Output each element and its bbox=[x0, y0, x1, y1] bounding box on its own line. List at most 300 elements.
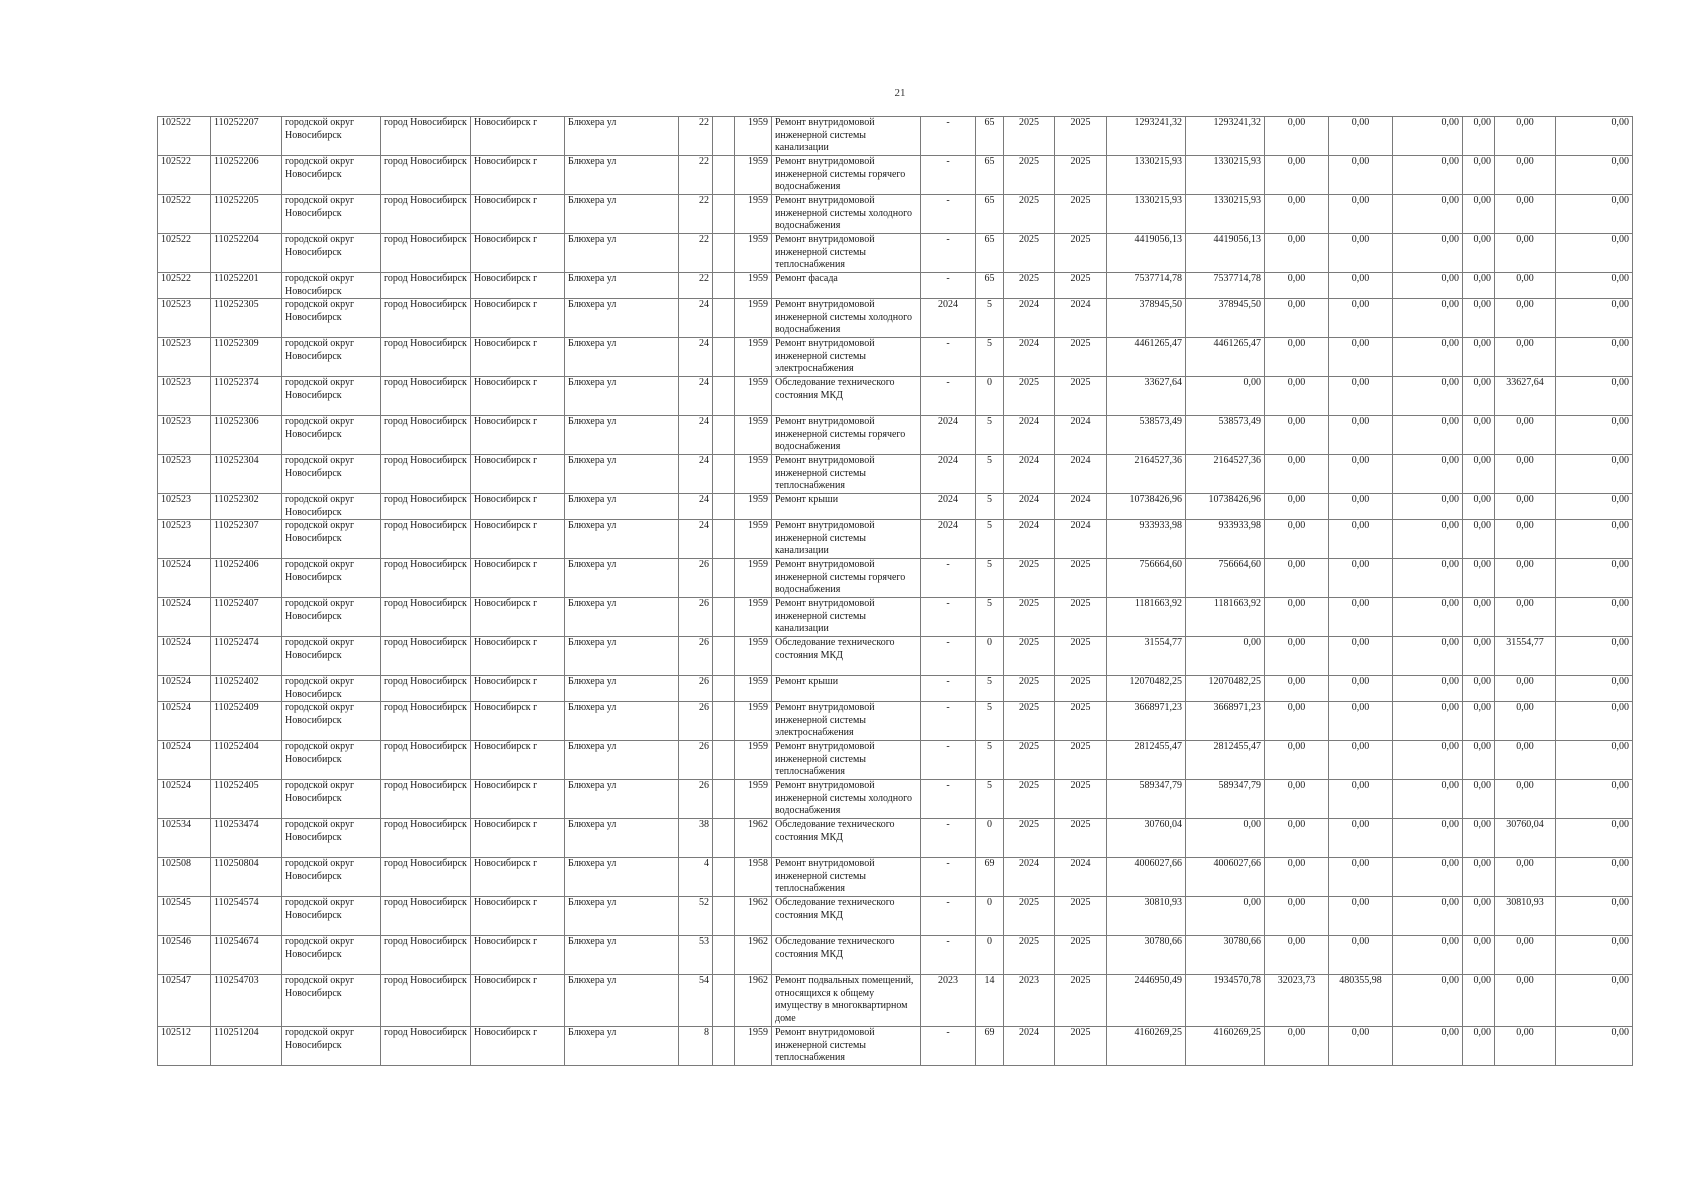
city-cell: Новосибирск г bbox=[471, 702, 565, 741]
settlement-cell: город Новосибирск bbox=[381, 741, 471, 780]
house-number-cell: 24 bbox=[679, 520, 713, 559]
settlement-cell: город Новосибирск bbox=[381, 559, 471, 598]
source-6-cell: 0,00 bbox=[1495, 858, 1556, 897]
building-cell bbox=[713, 273, 735, 299]
source-5-cell: 0,00 bbox=[1463, 702, 1495, 741]
start-year-cell: 2024 bbox=[1004, 338, 1055, 377]
street-cell: Блюхера ул bbox=[565, 234, 679, 273]
source-1-cell: 378945,50 bbox=[1186, 299, 1265, 338]
total-cost-cell: 4461265,47 bbox=[1107, 338, 1186, 377]
source-1-cell: 0,00 bbox=[1186, 377, 1265, 416]
wear-cell: 0 bbox=[976, 897, 1004, 936]
source-3-cell: 0,00 bbox=[1329, 338, 1393, 377]
house-id-cell: 102512 bbox=[158, 1027, 211, 1066]
house-id-cell: 102522 bbox=[158, 117, 211, 156]
source-1-cell: 7537714,78 bbox=[1186, 273, 1265, 299]
source-6-cell: 33627,64 bbox=[1495, 377, 1556, 416]
start-year-cell: 2025 bbox=[1004, 702, 1055, 741]
table-row bbox=[158, 416, 1633, 455]
built-year-cell: 1959 bbox=[735, 741, 772, 780]
source-3-cell: 0,00 bbox=[1329, 455, 1393, 494]
end-year-cell: 2025 bbox=[1055, 637, 1107, 676]
settlement-cell: город Новосибирск bbox=[381, 858, 471, 897]
city-cell: Новосибирск г bbox=[471, 936, 565, 975]
city-cell: Новосибирск г bbox=[471, 598, 565, 637]
district-cell: городской округ Новосибирск bbox=[282, 676, 381, 702]
table-row bbox=[158, 299, 1633, 338]
start-year-cell: 2025 bbox=[1004, 897, 1055, 936]
total-cost-cell: 1181663,92 bbox=[1107, 598, 1186, 637]
wear-cell: 65 bbox=[976, 117, 1004, 156]
source-2-cell: 0,00 bbox=[1265, 455, 1329, 494]
built-year-cell: 1959 bbox=[735, 494, 772, 520]
plan-year-cell: - bbox=[921, 1027, 976, 1066]
district-cell: городской округ Новосибирск bbox=[282, 234, 381, 273]
district-cell: городской округ Новосибирск bbox=[282, 897, 381, 936]
house-id-cell: 102522 bbox=[158, 234, 211, 273]
district-cell: городской округ Новосибирск bbox=[282, 273, 381, 299]
total-cost-cell: 30810,93 bbox=[1107, 897, 1186, 936]
street-cell: Блюхера ул bbox=[565, 1027, 679, 1066]
building-cell bbox=[713, 299, 735, 338]
source-2-cell: 0,00 bbox=[1265, 741, 1329, 780]
work-code-cell: 110252207 bbox=[211, 117, 282, 156]
wear-cell: 5 bbox=[976, 741, 1004, 780]
district-cell: городской округ Новосибирск bbox=[282, 299, 381, 338]
end-year-cell: 2025 bbox=[1055, 117, 1107, 156]
start-year-cell: 2025 bbox=[1004, 117, 1055, 156]
source-3-cell: 0,00 bbox=[1329, 780, 1393, 819]
house-id-cell: 102524 bbox=[158, 780, 211, 819]
source-6-cell: 0,00 bbox=[1495, 234, 1556, 273]
district-cell: городской округ Новосибирск bbox=[282, 455, 381, 494]
source-6-cell: 0,00 bbox=[1495, 117, 1556, 156]
settlement-cell: город Новосибирск bbox=[381, 234, 471, 273]
built-year-cell: 1959 bbox=[735, 598, 772, 637]
total-cost-cell: 1293241,32 bbox=[1107, 117, 1186, 156]
end-year-cell: 2025 bbox=[1055, 559, 1107, 598]
source-5-cell: 0,00 bbox=[1463, 559, 1495, 598]
source-3-cell: 0,00 bbox=[1329, 598, 1393, 637]
source-7-cell: 0,00 bbox=[1556, 273, 1633, 299]
source-4-cell: 0,00 bbox=[1393, 416, 1463, 455]
source-7-cell: 0,00 bbox=[1556, 117, 1633, 156]
house-id-cell: 102522 bbox=[158, 156, 211, 195]
district-cell: городской округ Новосибирск bbox=[282, 975, 381, 1027]
built-year-cell: 1959 bbox=[735, 234, 772, 273]
source-5-cell: 0,00 bbox=[1463, 156, 1495, 195]
building-cell bbox=[713, 156, 735, 195]
source-6-cell: 0,00 bbox=[1495, 455, 1556, 494]
work-code-cell: 110251204 bbox=[211, 1027, 282, 1066]
city-cell: Новосибирск г bbox=[471, 494, 565, 520]
source-2-cell: 0,00 bbox=[1265, 156, 1329, 195]
house-id-cell: 102523 bbox=[158, 416, 211, 455]
source-6-cell: 30760,04 bbox=[1495, 819, 1556, 858]
street-cell: Блюхера ул bbox=[565, 702, 679, 741]
work-code-cell: 110252206 bbox=[211, 156, 282, 195]
work-type-cell: Обследование технического состояния МКД bbox=[772, 897, 921, 936]
city-cell: Новосибирск г bbox=[471, 520, 565, 559]
table-row bbox=[158, 273, 1633, 299]
start-year-cell: 2024 bbox=[1004, 455, 1055, 494]
source-6-cell: 0,00 bbox=[1495, 416, 1556, 455]
plan-year-cell: 2024 bbox=[921, 455, 976, 494]
end-year-cell: 2024 bbox=[1055, 299, 1107, 338]
house-id-cell: 102523 bbox=[158, 377, 211, 416]
street-cell: Блюхера ул bbox=[565, 338, 679, 377]
city-cell: Новосибирск г bbox=[471, 416, 565, 455]
source-3-cell: 0,00 bbox=[1329, 156, 1393, 195]
source-3-cell: 0,00 bbox=[1329, 520, 1393, 559]
source-7-cell: 0,00 bbox=[1556, 819, 1633, 858]
source-1-cell: 0,00 bbox=[1186, 819, 1265, 858]
street-cell: Блюхера ул bbox=[565, 676, 679, 702]
settlement-cell: город Новосибирск bbox=[381, 494, 471, 520]
source-5-cell: 0,00 bbox=[1463, 819, 1495, 858]
building-cell bbox=[713, 195, 735, 234]
source-5-cell: 0,00 bbox=[1463, 598, 1495, 637]
city-cell: Новосибирск г bbox=[471, 195, 565, 234]
source-4-cell: 0,00 bbox=[1393, 897, 1463, 936]
work-type-cell: Ремонт крыши bbox=[772, 494, 921, 520]
work-type-cell: Обследование технического состояния МКД bbox=[772, 936, 921, 975]
start-year-cell: 2025 bbox=[1004, 741, 1055, 780]
street-cell: Блюхера ул bbox=[565, 858, 679, 897]
wear-cell: 69 bbox=[976, 858, 1004, 897]
source-2-cell: 0,00 bbox=[1265, 858, 1329, 897]
source-7-cell: 0,00 bbox=[1556, 897, 1633, 936]
built-year-cell: 1962 bbox=[735, 897, 772, 936]
work-type-cell: Ремонт внутридомовой инженерной системы канализации bbox=[772, 520, 921, 559]
wear-cell: 69 bbox=[976, 1027, 1004, 1066]
work-code-cell: 110252404 bbox=[211, 741, 282, 780]
house-number-cell: 22 bbox=[679, 156, 713, 195]
total-cost-cell: 2446950,49 bbox=[1107, 975, 1186, 1027]
source-4-cell: 0,00 bbox=[1393, 455, 1463, 494]
start-year-cell: 2024 bbox=[1004, 299, 1055, 338]
work-code-cell: 110252304 bbox=[211, 455, 282, 494]
start-year-cell: 2025 bbox=[1004, 559, 1055, 598]
start-year-cell: 2025 bbox=[1004, 273, 1055, 299]
street-cell: Блюхера ул bbox=[565, 936, 679, 975]
total-cost-cell: 2164527,36 bbox=[1107, 455, 1186, 494]
work-code-cell: 110252306 bbox=[211, 416, 282, 455]
plan-year-cell: - bbox=[921, 273, 976, 299]
wear-cell: 0 bbox=[976, 936, 1004, 975]
total-cost-cell: 1330215,93 bbox=[1107, 195, 1186, 234]
source-7-cell: 0,00 bbox=[1556, 858, 1633, 897]
source-2-cell: 0,00 bbox=[1265, 234, 1329, 273]
street-cell: Блюхера ул bbox=[565, 416, 679, 455]
district-cell: городской округ Новосибирск bbox=[282, 195, 381, 234]
start-year-cell: 2025 bbox=[1004, 195, 1055, 234]
source-3-cell: 0,00 bbox=[1329, 936, 1393, 975]
city-cell: Новосибирск г bbox=[471, 819, 565, 858]
built-year-cell: 1959 bbox=[735, 195, 772, 234]
built-year-cell: 1962 bbox=[735, 936, 772, 975]
settlement-cell: город Новосибирск bbox=[381, 416, 471, 455]
source-1-cell: 756664,60 bbox=[1186, 559, 1265, 598]
source-1-cell: 1293241,32 bbox=[1186, 117, 1265, 156]
source-2-cell: 0,00 bbox=[1265, 676, 1329, 702]
source-2-cell: 0,00 bbox=[1265, 520, 1329, 559]
house-id-cell: 102508 bbox=[158, 858, 211, 897]
built-year-cell: 1959 bbox=[735, 117, 772, 156]
total-cost-cell: 4160269,25 bbox=[1107, 1027, 1186, 1066]
work-code-cell: 110254703 bbox=[211, 975, 282, 1027]
source-6-cell: 0,00 bbox=[1495, 494, 1556, 520]
house-number-cell: 22 bbox=[679, 273, 713, 299]
end-year-cell: 2025 bbox=[1055, 702, 1107, 741]
source-4-cell: 0,00 bbox=[1393, 273, 1463, 299]
work-type-cell: Ремонт внутридомовой инженерной системы теплоснабжения bbox=[772, 234, 921, 273]
source-3-cell: 0,00 bbox=[1329, 494, 1393, 520]
table-body bbox=[158, 117, 1633, 1066]
plan-year-cell: - bbox=[921, 156, 976, 195]
end-year-cell: 2025 bbox=[1055, 936, 1107, 975]
end-year-cell: 2025 bbox=[1055, 377, 1107, 416]
settlement-cell: город Новосибирск bbox=[381, 299, 471, 338]
table-row bbox=[158, 598, 1633, 637]
work-type-cell: Ремонт внутридомовой инженерной системы теплоснабжения bbox=[772, 858, 921, 897]
end-year-cell: 2025 bbox=[1055, 676, 1107, 702]
house-number-cell: 38 bbox=[679, 819, 713, 858]
source-3-cell: 0,00 bbox=[1329, 234, 1393, 273]
source-5-cell: 0,00 bbox=[1463, 741, 1495, 780]
source-7-cell: 0,00 bbox=[1556, 702, 1633, 741]
work-type-cell: Обследование технического состояния МКД bbox=[772, 819, 921, 858]
work-type-cell: Ремонт внутридомовой инженерной системы холодного водоснабжения bbox=[772, 780, 921, 819]
street-cell: Блюхера ул bbox=[565, 117, 679, 156]
building-cell bbox=[713, 559, 735, 598]
plan-year-cell: - bbox=[921, 195, 976, 234]
source-1-cell: 30780,66 bbox=[1186, 936, 1265, 975]
city-cell: Новосибирск г bbox=[471, 234, 565, 273]
wear-cell: 5 bbox=[976, 520, 1004, 559]
source-1-cell: 1330215,93 bbox=[1186, 156, 1265, 195]
source-1-cell: 1181663,92 bbox=[1186, 598, 1265, 637]
wear-cell: 65 bbox=[976, 234, 1004, 273]
house-number-cell: 54 bbox=[679, 975, 713, 1027]
source-2-cell: 0,00 bbox=[1265, 598, 1329, 637]
settlement-cell: город Новосибирск bbox=[381, 637, 471, 676]
built-year-cell: 1959 bbox=[735, 520, 772, 559]
source-6-cell: 0,00 bbox=[1495, 975, 1556, 1027]
work-type-cell: Ремонт внутридомовой инженерной системы холодного водоснабжения bbox=[772, 195, 921, 234]
house-number-cell: 26 bbox=[679, 637, 713, 676]
district-cell: городской округ Новосибирск bbox=[282, 819, 381, 858]
wear-cell: 0 bbox=[976, 377, 1004, 416]
start-year-cell: 2024 bbox=[1004, 1027, 1055, 1066]
start-year-cell: 2024 bbox=[1004, 494, 1055, 520]
source-4-cell: 0,00 bbox=[1393, 494, 1463, 520]
work-type-cell: Обследование технического состояния МКД bbox=[772, 377, 921, 416]
source-7-cell: 0,00 bbox=[1556, 416, 1633, 455]
work-code-cell: 110250804 bbox=[211, 858, 282, 897]
work-code-cell: 110252307 bbox=[211, 520, 282, 559]
start-year-cell: 2025 bbox=[1004, 234, 1055, 273]
source-4-cell: 0,00 bbox=[1393, 117, 1463, 156]
total-cost-cell: 10738426,96 bbox=[1107, 494, 1186, 520]
built-year-cell: 1959 bbox=[735, 780, 772, 819]
source-7-cell: 0,00 bbox=[1556, 598, 1633, 637]
source-5-cell: 0,00 bbox=[1463, 195, 1495, 234]
source-3-cell: 480355,98 bbox=[1329, 975, 1393, 1027]
source-4-cell: 0,00 bbox=[1393, 299, 1463, 338]
built-year-cell: 1959 bbox=[735, 559, 772, 598]
work-code-cell: 110252409 bbox=[211, 702, 282, 741]
source-7-cell: 0,00 bbox=[1556, 455, 1633, 494]
source-2-cell: 0,00 bbox=[1265, 780, 1329, 819]
district-cell: городской округ Новосибирск bbox=[282, 338, 381, 377]
source-3-cell: 0,00 bbox=[1329, 117, 1393, 156]
source-6-cell: 0,00 bbox=[1495, 598, 1556, 637]
house-number-cell: 22 bbox=[679, 117, 713, 156]
source-1-cell: 2164527,36 bbox=[1186, 455, 1265, 494]
district-cell: городской округ Новосибирск bbox=[282, 520, 381, 559]
end-year-cell: 2025 bbox=[1055, 234, 1107, 273]
source-1-cell: 933933,98 bbox=[1186, 520, 1265, 559]
street-cell: Блюхера ул bbox=[565, 780, 679, 819]
table-row bbox=[158, 195, 1633, 234]
source-4-cell: 0,00 bbox=[1393, 637, 1463, 676]
house-number-cell: 24 bbox=[679, 299, 713, 338]
source-5-cell: 0,00 bbox=[1463, 780, 1495, 819]
house-number-cell: 26 bbox=[679, 780, 713, 819]
house-number-cell: 24 bbox=[679, 338, 713, 377]
built-year-cell: 1959 bbox=[735, 455, 772, 494]
city-cell: Новосибирск г bbox=[471, 637, 565, 676]
settlement-cell: город Новосибирск bbox=[381, 377, 471, 416]
source-1-cell: 0,00 bbox=[1186, 897, 1265, 936]
district-cell: городской округ Новосибирск bbox=[282, 559, 381, 598]
house-number-cell: 24 bbox=[679, 455, 713, 494]
source-7-cell: 0,00 bbox=[1556, 936, 1633, 975]
work-type-cell: Ремонт внутридомовой инженерной системы теплоснабжения bbox=[772, 741, 921, 780]
work-type-cell: Ремонт внутридомовой инженерной системы горячего водоснабжения bbox=[772, 559, 921, 598]
work-type-cell: Обследование технического состояния МКД bbox=[772, 637, 921, 676]
building-cell bbox=[713, 702, 735, 741]
source-2-cell: 0,00 bbox=[1265, 377, 1329, 416]
work-code-cell: 110252205 bbox=[211, 195, 282, 234]
built-year-cell: 1959 bbox=[735, 273, 772, 299]
source-7-cell: 0,00 bbox=[1556, 195, 1633, 234]
building-cell bbox=[713, 1027, 735, 1066]
work-type-cell: Ремонт крыши bbox=[772, 676, 921, 702]
work-code-cell: 110252204 bbox=[211, 234, 282, 273]
source-5-cell: 0,00 bbox=[1463, 637, 1495, 676]
source-2-cell: 0,00 bbox=[1265, 195, 1329, 234]
work-code-cell: 110252407 bbox=[211, 598, 282, 637]
end-year-cell: 2025 bbox=[1055, 897, 1107, 936]
district-cell: городской округ Новосибирск bbox=[282, 637, 381, 676]
source-1-cell: 12070482,25 bbox=[1186, 676, 1265, 702]
plan-year-cell: - bbox=[921, 377, 976, 416]
source-6-cell: 31554,77 bbox=[1495, 637, 1556, 676]
wear-cell: 5 bbox=[976, 780, 1004, 819]
wear-cell: 5 bbox=[976, 559, 1004, 598]
table-row bbox=[158, 1027, 1633, 1066]
wear-cell: 65 bbox=[976, 156, 1004, 195]
total-cost-cell: 1330215,93 bbox=[1107, 156, 1186, 195]
start-year-cell: 2023 bbox=[1004, 975, 1055, 1027]
street-cell: Блюхера ул bbox=[565, 741, 679, 780]
total-cost-cell: 538573,49 bbox=[1107, 416, 1186, 455]
source-3-cell: 0,00 bbox=[1329, 1027, 1393, 1066]
plan-year-cell: 2024 bbox=[921, 520, 976, 559]
source-7-cell: 0,00 bbox=[1556, 494, 1633, 520]
table-row bbox=[158, 559, 1633, 598]
total-cost-cell: 933933,98 bbox=[1107, 520, 1186, 559]
source-5-cell: 0,00 bbox=[1463, 117, 1495, 156]
source-4-cell: 0,00 bbox=[1393, 156, 1463, 195]
work-code-cell: 110252406 bbox=[211, 559, 282, 598]
built-year-cell: 1959 bbox=[735, 377, 772, 416]
source-1-cell: 4419056,13 bbox=[1186, 234, 1265, 273]
building-cell bbox=[713, 338, 735, 377]
district-cell: городской округ Новосибирск bbox=[282, 936, 381, 975]
table-row bbox=[158, 156, 1633, 195]
house-number-cell: 26 bbox=[679, 741, 713, 780]
house-number-cell: 53 bbox=[679, 936, 713, 975]
source-1-cell: 1934570,78 bbox=[1186, 975, 1265, 1027]
source-2-cell: 0,00 bbox=[1265, 494, 1329, 520]
start-year-cell: 2024 bbox=[1004, 858, 1055, 897]
house-id-cell: 102522 bbox=[158, 195, 211, 234]
house-number-cell: 24 bbox=[679, 377, 713, 416]
work-type-cell: Ремонт внутридомовой инженерной системы горячего водоснабжения bbox=[772, 416, 921, 455]
end-year-cell: 2024 bbox=[1055, 494, 1107, 520]
street-cell: Блюхера ул bbox=[565, 494, 679, 520]
house-id-cell: 102523 bbox=[158, 520, 211, 559]
source-4-cell: 0,00 bbox=[1393, 559, 1463, 598]
settlement-cell: город Новосибирск bbox=[381, 338, 471, 377]
building-cell bbox=[713, 676, 735, 702]
house-number-cell: 26 bbox=[679, 559, 713, 598]
source-3-cell: 0,00 bbox=[1329, 416, 1393, 455]
source-5-cell: 0,00 bbox=[1463, 975, 1495, 1027]
plan-year-cell: - bbox=[921, 559, 976, 598]
source-4-cell: 0,00 bbox=[1393, 377, 1463, 416]
total-cost-cell: 30780,66 bbox=[1107, 936, 1186, 975]
total-cost-cell: 33627,64 bbox=[1107, 377, 1186, 416]
work-type-cell: Ремонт внутридомовой инженерной системы теплоснабжения bbox=[772, 455, 921, 494]
source-2-cell: 0,00 bbox=[1265, 299, 1329, 338]
table-row bbox=[158, 676, 1633, 702]
plan-year-cell: - bbox=[921, 637, 976, 676]
work-code-cell: 110252402 bbox=[211, 676, 282, 702]
end-year-cell: 2024 bbox=[1055, 416, 1107, 455]
house-number-cell: 52 bbox=[679, 897, 713, 936]
work-code-cell: 110252309 bbox=[211, 338, 282, 377]
source-5-cell: 0,00 bbox=[1463, 455, 1495, 494]
source-5-cell: 0,00 bbox=[1463, 1027, 1495, 1066]
source-6-cell: 0,00 bbox=[1495, 195, 1556, 234]
district-cell: городской округ Новосибирск bbox=[282, 377, 381, 416]
building-cell bbox=[713, 494, 735, 520]
city-cell: Новосибирск г bbox=[471, 559, 565, 598]
source-3-cell: 0,00 bbox=[1329, 273, 1393, 299]
work-code-cell: 110252302 bbox=[211, 494, 282, 520]
work-code-cell: 110254674 bbox=[211, 936, 282, 975]
house-number-cell: 26 bbox=[679, 702, 713, 741]
source-3-cell: 0,00 bbox=[1329, 559, 1393, 598]
source-3-cell: 0,00 bbox=[1329, 676, 1393, 702]
source-2-cell: 0,00 bbox=[1265, 416, 1329, 455]
source-3-cell: 0,00 bbox=[1329, 377, 1393, 416]
plan-year-cell: 2024 bbox=[921, 494, 976, 520]
